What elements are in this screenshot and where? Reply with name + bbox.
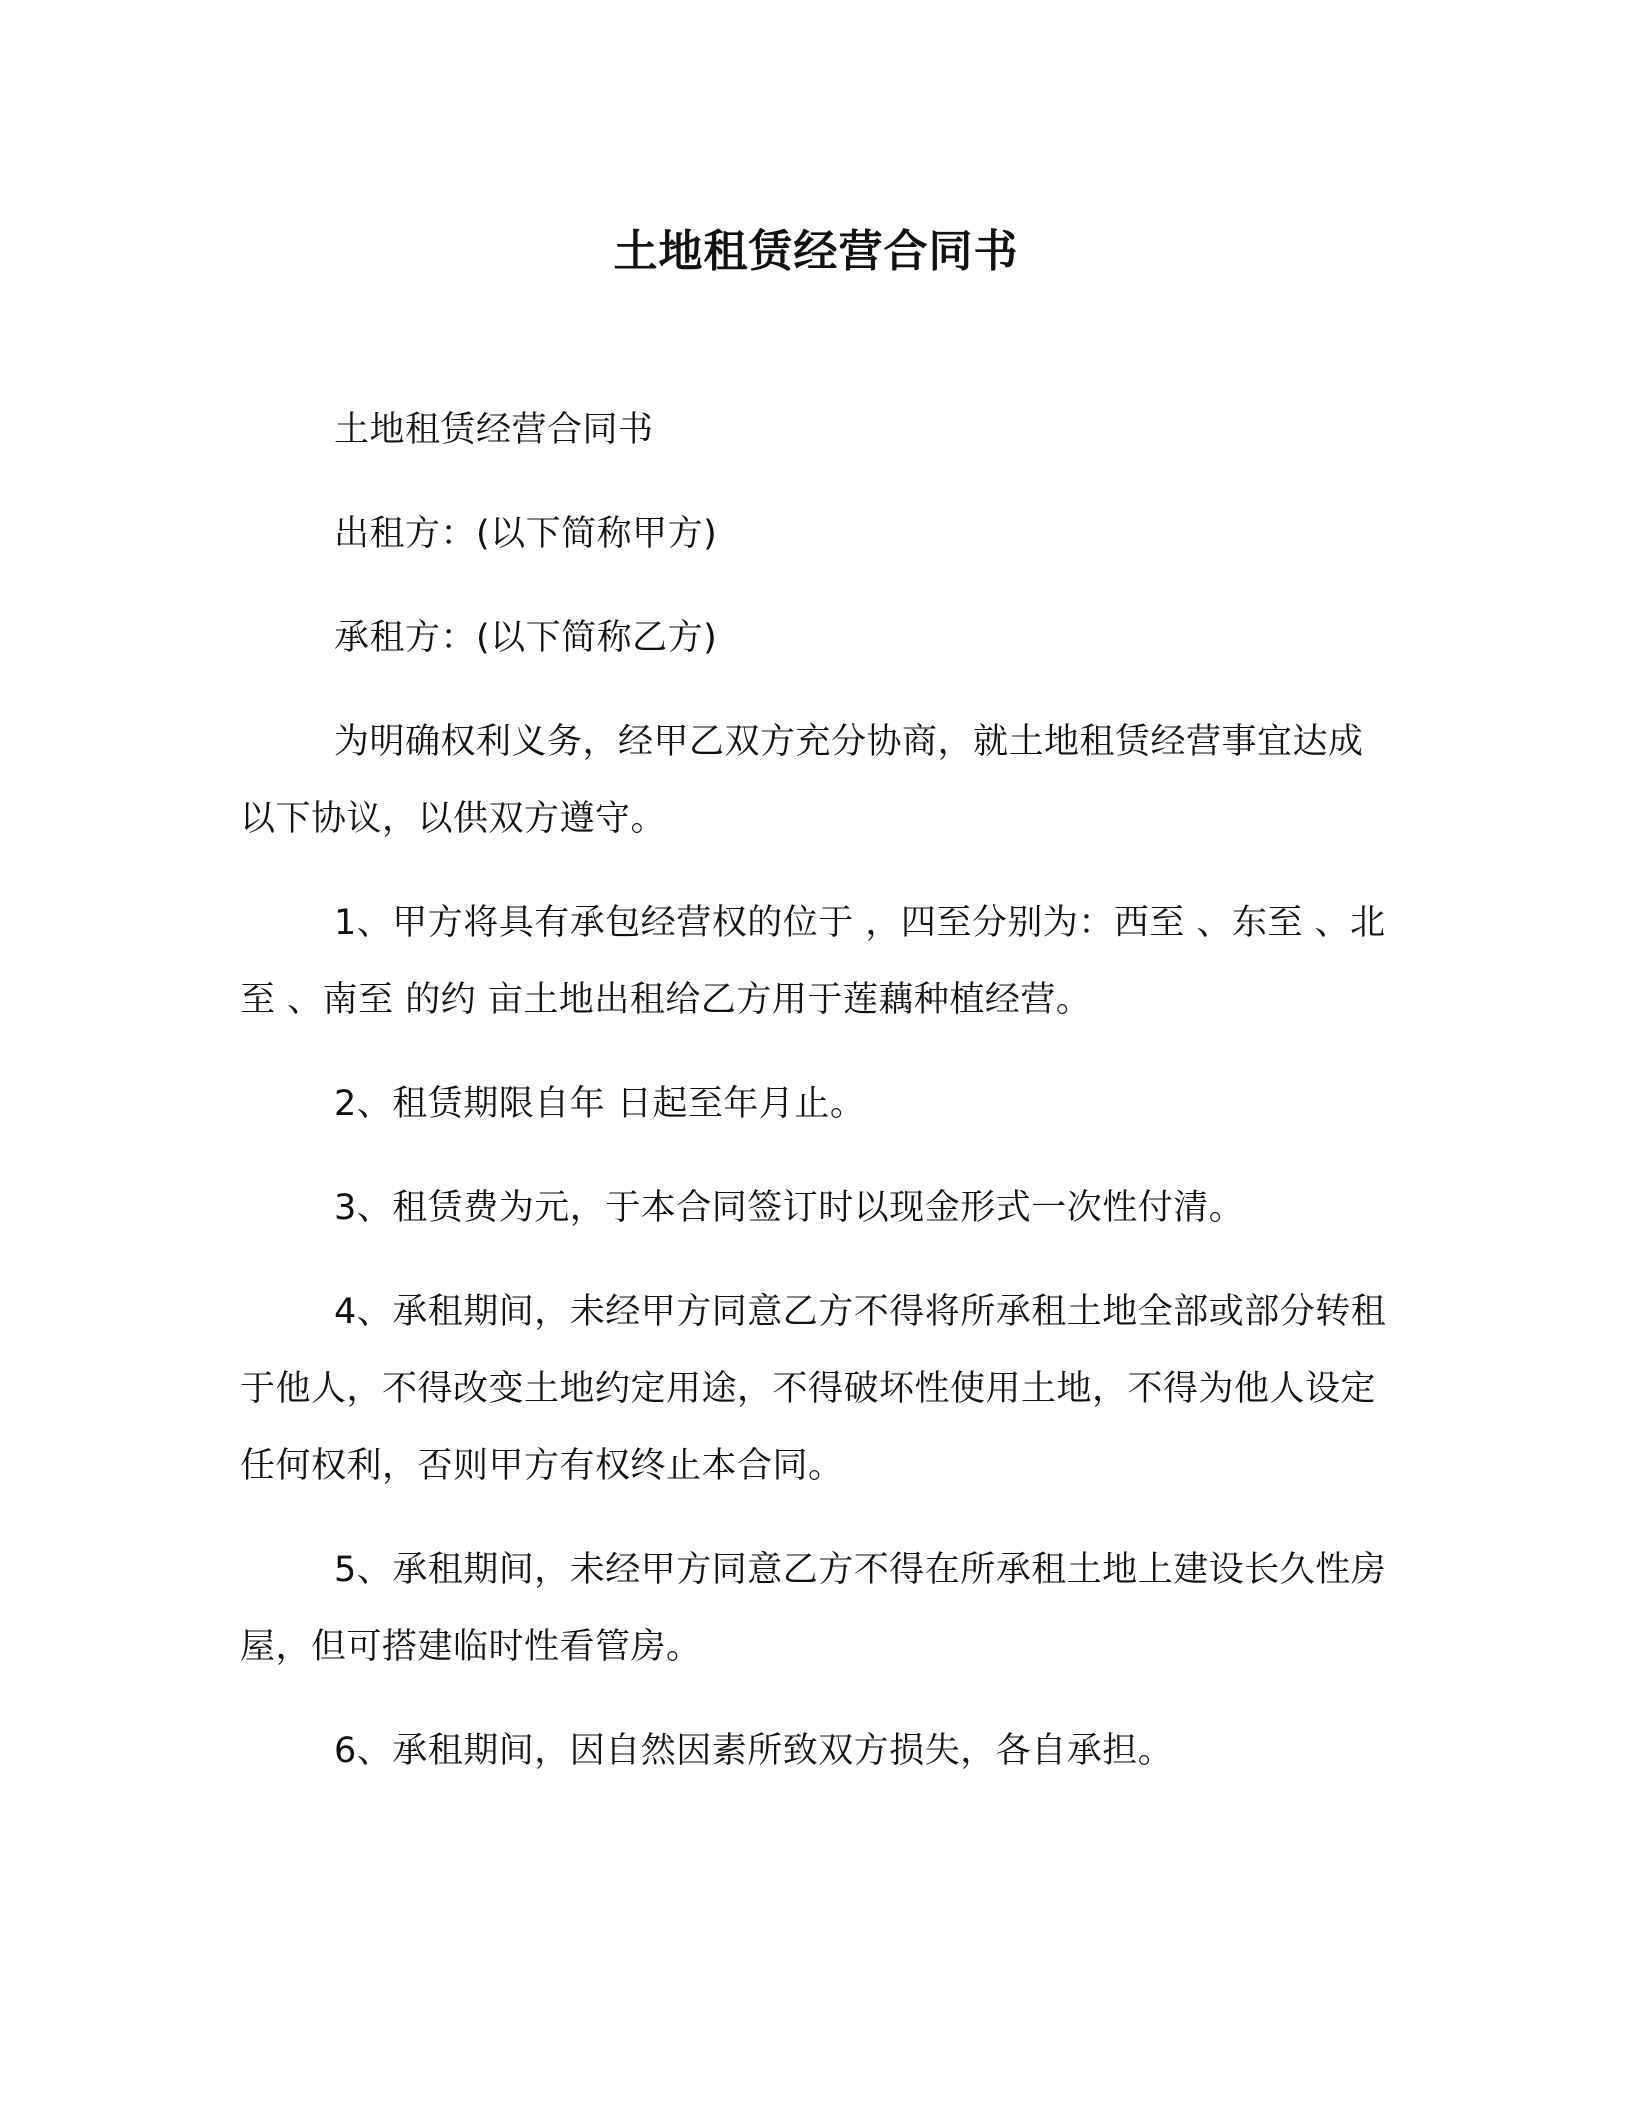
paragraph-lessor: 出租方：(以下简称甲方) <box>334 514 718 554</box>
paragraph-lessee: 承租方：(以下简称乙方) <box>334 618 718 658</box>
paragraph-clause-3: 3、租赁费为元，于本合同签订时以现金形式一次性付清。 <box>334 1188 1245 1228</box>
paragraph-clause-6: 6、承租期间，因自然因素所致双方损失，各自承担。 <box>334 1731 1174 1771</box>
paragraph-preamble: 为明确权利义务，经甲乙双方充分协商，就土地租赁经营事宜达成以下协议，以供双方遵守。 <box>240 722 1364 839</box>
paragraph-clause-4: 4、承租期间，未经甲方同意乙方不得将所承租土地全部或部分转租于他人，不得改变土地约定用途，不得破坏性使用土地，不得为他人设定任何权利，否则甲方有权终止本合同。 <box>240 1292 1387 1486</box>
document-title: 土地租赁经营合同书 <box>613 226 1019 277</box>
paragraph-heading: 土地租赁经营合同书 <box>334 410 654 450</box>
document-body <box>240 392 1390 1817</box>
paragraph-clause-1: 1、甲方将具有承包经营权的位于 ，四至分别为：西至 、东至 、北至 、南至 的约 亩土地出租给乙方用于莲藕种植经营。 <box>240 903 1386 1020</box>
paragraph-clause-2: 2、租赁期限自年 日起至年月止。 <box>334 1084 866 1124</box>
paragraph-clause-5: 5、承租期间，未经甲方同意乙方不得在所承租土地上建设长久性房屋，但可搭建临时性看管房。 <box>240 1550 1387 1667</box>
